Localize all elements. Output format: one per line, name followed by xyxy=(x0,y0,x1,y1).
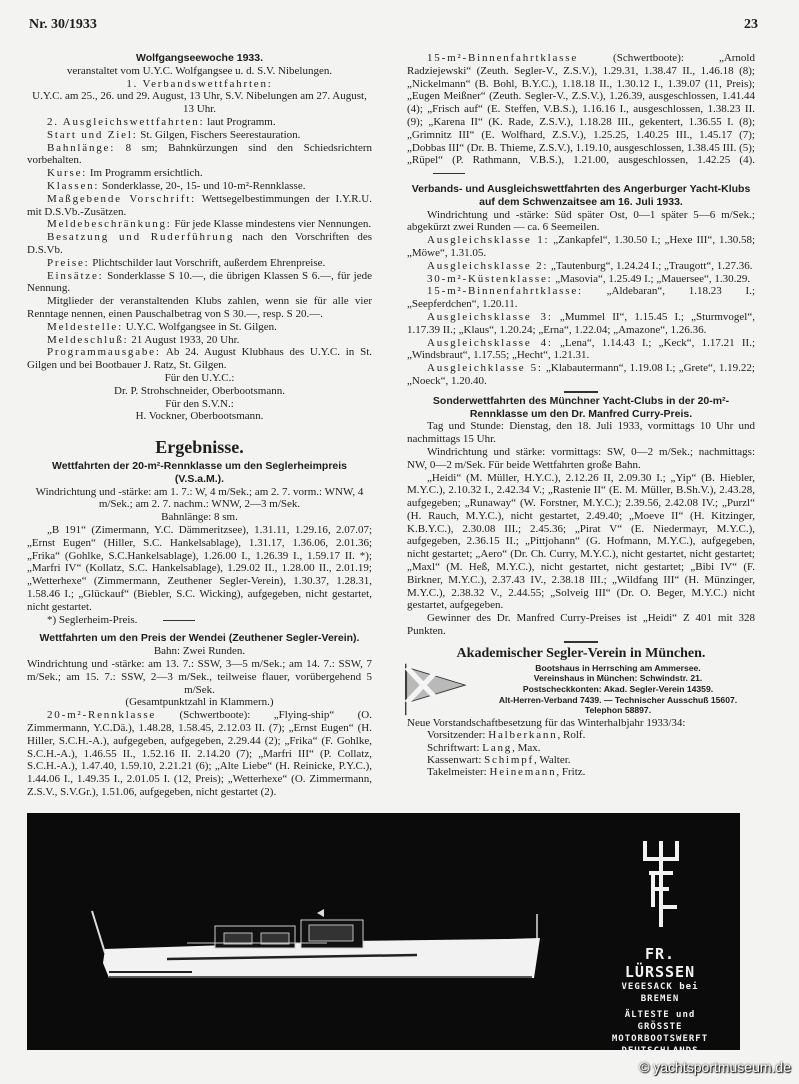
paragraph: Gewinner des Dr. Manfred Curry-Preises ist „Heidi“ Z 401 mit 328 Punkten. xyxy=(407,612,755,638)
paragraph: Neue Vorstandschaftbesetzung für das Winterhalbjahr 1933/34: xyxy=(407,716,686,729)
divider xyxy=(163,620,195,621)
paragraph: Bahnlänge: 8 sm; Bahnkürzungen sind den Schiedsrichtern vorbehalten. xyxy=(27,141,372,167)
footnote: *) Seglerheim-Preis. xyxy=(27,614,372,627)
subtitle: veranstaltet vom U.Y.C. Wolfgangsee u. d. S.V. Nibelungen. xyxy=(66,64,333,77)
paragraph: (Gesamtpunktzahl in Klammern.) xyxy=(125,696,274,709)
company-location: VEGESACK bei BREMEN xyxy=(621,982,699,1004)
wendei-continued xyxy=(407,52,755,779)
paragraph: Ausgleichsklasse 3: „Mummel II“, 1.15.45 I.; „Sturmvogel“, 1.17.39 II.; „Klaus“, 1.20.24; „Erna“, 1.22.04; „Amazone“, 1.26.36. xyxy=(407,310,755,336)
list-item: Schriftwart: Lang, Max. xyxy=(427,741,541,754)
paragraph: Klassen: Sonderklasse, 20-, 15- und 10-m²-Rennklasse. xyxy=(47,179,306,192)
paragraph: Programmausgabe: Ab 24. August Klubhaus des U.Y.C. in St. Gilgen und bei Bootbauer J. Ratz, St. Gilgen. xyxy=(27,346,372,372)
issue-number: Nr. 30/1933 xyxy=(29,17,97,32)
paragraph: Ausgleichsklasse 4: „Lena“, 1.14.43 I.; „Keck“, 1.17.21 II.; „Windsbraut“, 1.17.55; „Hecht“, 1.21.31. xyxy=(407,336,755,362)
paragraph: Windrichtung und -stärke: am 13. 7.: SSW, 3—5 m/Sek.; am 14. 7.: SSW, 7 m/Sek.; am 15. 7.: SSW, 2—3 m/Sek., teilweise flauer, vorübergehend 5 m/Sek. xyxy=(27,657,372,696)
paragraph: 15-m²-Binnenfahrtklasse (Schwertboote): „Arnold Radziejewski“ (Zeuth. Segler-V., Z.S.V.), 1.29.31, 1.38.47 II., 1.46.18 (8); „Nickelmann“ (B. Bohl, B.Y.C.), 1.18.18 II., 1.30.12 I., 1.39.07 (11, Preis); „Eugen Meißner“ (Zeuth. Segler-V., Z.S.V.), 1.26.39, ausgeschlossen, 1.41.44 (4); „Frisch auf“ (E. Steffen, V.B.S.), 1.16.16 I., ausgeschlossen, 1.38.23 II. (9); „Karena II“ (K. Rade, Z.S.V.), 1.18.28 III., gekentert, 1.36.55 I. (8); „Grimnitz III“ (E. Wolfhard, Z.S.V.), 1.25.25, 1.40.25 III., 1.45.17 (7); „Dobbas III“ (Dr. B. Thieme, Z.S.V.), 1.19.10, ausgeschlossen, 1.38.45 III. (5); „Rüpel“ (P. Rathmann, V.B.S.), 1.21.00, ausgeschlossen, 1.42.25 (4). xyxy=(407,52,755,180)
paragraph: 15-m²-Binnenfahrtklasse: „Aldebaran“, 1.18.23 I.; „Seepferdchen“, 1.20.11. xyxy=(407,285,755,311)
paragraph: Ausgleichsklasse 1: „Zankapfel“, 1.30.50 I.; „Hexe III“, 1.30.58; „Möwe“, 1.31.05. xyxy=(407,234,755,259)
luerssen-advertisement xyxy=(27,813,740,1056)
paragraph: „B 191“ (Zimermann, Y.C. Dämmeritzsee), 1.31.11, 1.29.16, 2.07.07; „Ernst Eugen“ (Hiller, S.C. Hankelsablage), 1.31.17, 1.36.06, 2.01.36; „Frika“ (Gohlke, S.C.Hankelsablage), 1.26.00 I., 1.26.39 I., 1.59.17 II. *); „Marfri IV“ (Kollatz, S.C. Hankelsablage), 1.29.02 II., 1.28.00 II., 2.01.19; „Wetterhexe“ (Zimmermann, Zeuthener Segler-Verein), 1.30.37, 1.28.31, 1.58.46 I.; „Glückauf“ (Biebler, S.C. Wicking), aufgegeben, nicht gestartet, nicht gestartet. xyxy=(27,523,372,613)
paragraph: „Heidi“ (M. Müller, H.Y.C.), 2.12.26 II, 2.09.30 I.; „Yip“ (B. Hiebler, M.Y.C.), 2.10.32 I., 2.42.34 V.; „Rastenie II“ (E. M. Müller, B.Sh.V.), 2.43.28, aufgegeben; „Runaway“ (W. Forstner, M.Y.C.); 2.39.56, 2.42.08 IV.; „Purzl“ (H. Rauch, M.Y.C.), nicht gestartet, 2.49.40; „Moeve II“ (H. Kitzinger, K.B.Y.C.), 2.30.08 III.; 2.45.36; „Pirat V“ (E. Niedermayr, M.Y.C.), aufgegeben, 2.36.15 II.; „Pittjohann“ (G. Hofmann, M.Y.C.), aufgegeben, nicht gestartet; „Aero“ (Dr. Ch. Curry, M.Y.C.), nicht gestartet, nicht gestartet; „Maxl“ (M. Heß, M.Y.C.), nicht gestartet, nicht gestartet; „Bibi IV“ (F. Birkner, M.Y.C.), 2.37.43 IV., 2.38.18 III.; „Wildfang III“ (H. Münzinger, M.Y.C.), 2.38.32 V., 2.44.55; „Solveig III“ (Dr. O. Beger, M.Y.C.) nicht gestartet, aufgegeben. xyxy=(407,471,755,612)
article-title: Wolfgangseewoche 1933. xyxy=(135,52,263,64)
paragraph: Maßgebende Vorschrift: Wettsegelbestimmungen der I.Y.R.U. mit D.S.Vb.-Zusätzen. xyxy=(27,192,372,218)
watermark: © yachtsportmuseum.de xyxy=(639,1059,791,1076)
club-address: Bootshaus in Herrsching am Ammersee. Vereinshaus in München: Schwindstr. 21. Postscheckkonten: Akad. Segler-Verein 14359. Alt-Herren-Verband 7439. — Technischer Ausschuß 15607. Telephon 58897. xyxy=(498,662,738,716)
club-pennant-icon xyxy=(403,662,467,717)
article-heading: Wettfahrten um den Preis der Wendei (Zeuthener Segler-Verein). xyxy=(39,632,360,645)
company-name: FR. LÜRSSEN xyxy=(624,945,696,981)
article-heading: Akademischer Segler-Verein in München. xyxy=(456,645,706,661)
paragraph: Bahn: Zwei Runden. xyxy=(153,645,246,658)
results-section xyxy=(27,436,372,799)
article-heading: Sonderwettfahrten des Münchner Yacht-Clubs in der 20-m²-Rennklasse um den Dr. Manfred Curry-Preis. xyxy=(432,394,730,420)
luerssen-logo-icon xyxy=(639,837,683,929)
paragraph: Meldeschluß: 21 August 1933, 20 Uhr. xyxy=(47,333,240,346)
paragraph: 2. Ausgleichswettfahrten: laut Programm. xyxy=(47,115,276,128)
divider xyxy=(564,391,598,393)
divider xyxy=(433,173,465,174)
paragraph: Start und Ziel: St. Gilgen, Fischers Seerestauration. xyxy=(47,128,301,141)
paragraph: Windrichtung und -stärke: Süd später Ost, 0—1 später 5—6 m/Sek.; abgekürzt zwei Runden — ca. 6 Seemeilen. xyxy=(407,208,755,234)
paragraph: Bahnlänge: 8 sm. xyxy=(161,511,238,524)
paragraph: Windrichtung und -stärke: am 1. 7.: W, 4 m/Sek.; am 2. 7. vorm.: WNW, 4 m/Sek.; am 2. 7. nachm.: WNW, 2—3 m/Sek. xyxy=(35,485,364,511)
paragraph: U.Y.C. am 25., 26. und 29. August, 13 Uhr, S.V. Nibelungen am 27. August, 13 Uhr. xyxy=(32,90,367,116)
article-heading: Verbands- und Ausgleichswettfahrten des Angerburger Yacht-Klubs auf dem Schwenzaitsee am 16. Juli 1933. xyxy=(411,182,751,208)
paragraph: 30-m²-Küstenklasse: „Masovia“, 1.25.49 I.; „Mauersee“, 1.30.29. xyxy=(427,272,751,285)
paragraph: Tag und Stunde: Dienstag, den 18. Juli 1933, vormittags 10 Uhr und nachmittags 15 Uhr. xyxy=(407,420,755,446)
signature-line: Für den U.Y.C.: xyxy=(164,371,235,384)
list-item: Vorsitzender: Halberkann, Rolf. xyxy=(427,729,586,742)
paragraph: Besatzung und Ruderführung nach den Vorschriften des D.S.Vb. xyxy=(27,231,372,256)
paragraph: Mitglieder der veranstaltenden Klubs zahlen, wenn sie für alle vier Renntage nennen, einen Pauschalbetrag von S 30.—, resp. S 20.—. xyxy=(27,295,372,320)
signature-line: H. Vockner, Oberbootsmann. xyxy=(135,410,264,423)
divider xyxy=(564,641,598,643)
section-title: Ergebnisse. xyxy=(155,437,244,457)
signature-line: Dr. P. Strohschneider, Oberbootsmann. xyxy=(114,384,285,397)
paragraph: Ausgleichklasse 5: „Klabautermann“, 1.19.08 I.; „Grete“, 1.19.22; „Noeck“, 1.20.40. xyxy=(407,362,755,387)
officer-list xyxy=(407,729,755,779)
paragraph: Meldestelle: U.Y.C. Wolfgangsee in St. Gilgen. xyxy=(47,320,277,333)
paragraph: Kurse: Im Programm ersichtlich. xyxy=(47,167,203,180)
paragraph: Einsätze: Sonderklasse S 10.—, die übrigen Klassen S 6.—, für jede Nennung. xyxy=(27,269,372,295)
wolfgangseewoche-article xyxy=(27,52,372,423)
company-text: FR. LÜRSSEN VEGESACK bei BREMEN ÄLTESTE und GRÖSSTE MOTORBOOTSWERFT DEUTSCHLANDS xyxy=(605,945,715,1057)
article-heading: Wettfahrten der 20-m²-Rennklasse um den Seglerheimpreis (V.S.a.M.). xyxy=(51,460,348,485)
page-number: 23 xyxy=(744,17,758,32)
board-announcement xyxy=(407,717,755,779)
section-label: 1. Verbandswettfahrten: xyxy=(126,77,273,90)
paragraph: Meldebeschränkung: Für jede Klasse mindestens vier Nennungen. xyxy=(47,218,372,231)
paragraph: Preise: Plichtschilder laut Vorschrift, außerdem Ehrenpreise. xyxy=(47,256,326,269)
list-item: Kassenwart: Schimpf, Walter. xyxy=(427,754,571,767)
list-item: Takelmeister: Heinemann, Fritz. xyxy=(427,766,586,779)
paragraph: Windrichtung und stärke: vormittags: SW, 0—2 m/Sek.; nachmittags: NW, 0—2 m/Sek. Für beide Wettfahrten große Bahn. xyxy=(407,445,755,471)
signature-line: Für den S.V.N.: xyxy=(165,397,234,410)
club-info xyxy=(407,662,755,717)
paragraph: 20-m²-Rennklasse (Schwertboote): „Flying-ship“ (O. Zimmermann, Y.C.Dä.), 1.48.28, 1.58.45, 2.12.03 II. (7); „Ernst Eugen“ (H. Hiller, S.C.H.-A.), aufgegeben, aufgegeben, 2.29.44 (2); „Frika“ (F. Gohlke, S.C.H.-A.), 1.46.55 II., 1.52.16 II. 2.14.20 (7); „Marfri III“ (P. Collatz, S.C.H.-A.), 1.47.40, 1.59.10, 2.21.21 (6); „Alte Liebe“ (H. Reinicke, P.Y.C.), 1.44.06 I., 1.49.35 I., 2.01.05 I. (12, Preis); „Wetterhexe“ (O. Zimmermann, Z.S.V., S.V.Gr.), 1.51.06, aufgegeben, nicht gestartet (2). xyxy=(27,709,372,798)
paragraph: Ausgleichsklasse 2: „Tautenburg“, 1.24.24 I.; „Traugott“, 1.27.36. xyxy=(427,259,753,272)
